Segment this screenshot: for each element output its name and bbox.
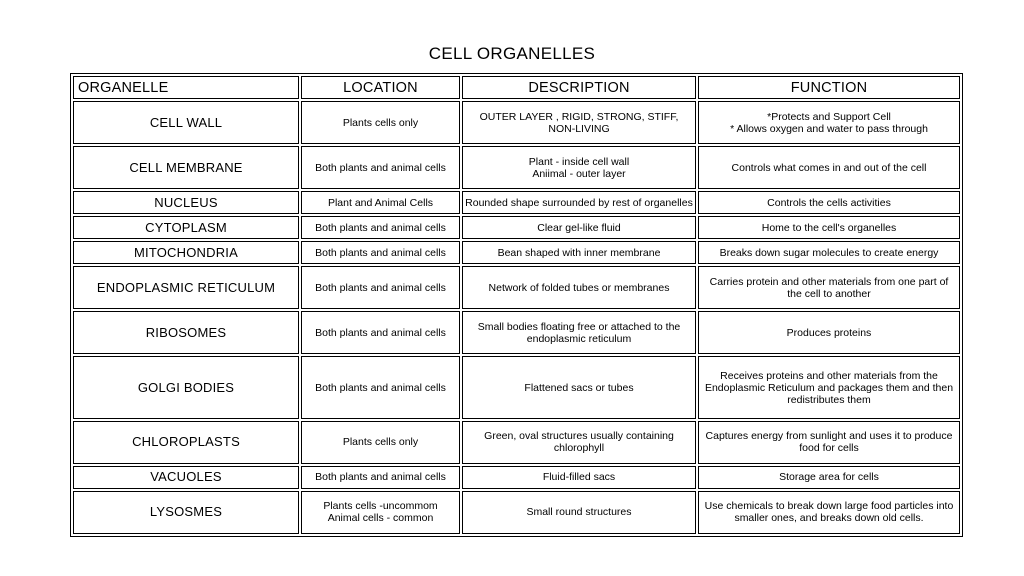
- header-function: FUNCTION: [698, 76, 960, 99]
- table-row: [73, 191, 960, 214]
- location-cell: Plants cells only: [301, 101, 460, 144]
- table-row: [73, 491, 960, 534]
- description-cell: Rounded shape surrounded by rest of organelles: [462, 191, 696, 214]
- table-row: [73, 421, 960, 464]
- organelle-cell: GOLGI BODIES: [73, 356, 299, 419]
- function-cell: Controls the cells activities: [698, 191, 960, 214]
- location-cell: Plants cells -uncommom Animal cells - common: [301, 491, 460, 534]
- table-row: [73, 466, 960, 489]
- header-row: [73, 76, 960, 99]
- organelle-cell: MITOCHONDRIA: [73, 241, 299, 264]
- function-cell: Captures energy from sunlight and uses it to produce food for cells: [698, 421, 960, 464]
- function-cell: Receives proteins and other materials from the Endoplasmic Reticulum and packages them and then redistributes them: [698, 356, 960, 419]
- location-cell: Both plants and animal cells: [301, 146, 460, 189]
- description-cell: Fluid-filled sacs: [462, 466, 696, 489]
- organelle-cell: CHLOROPLASTS: [73, 421, 299, 464]
- description-cell: Network of folded tubes or membranes: [462, 266, 696, 309]
- location-cell: Both plants and animal cells: [301, 216, 460, 239]
- header-location: LOCATION: [301, 76, 460, 99]
- function-cell: Carries protein and other materials from one part of the cell to another: [698, 266, 960, 309]
- organelle-cell: RIBOSOMES: [73, 311, 299, 354]
- location-cell: Both plants and animal cells: [301, 466, 460, 489]
- organelles-table: [71, 74, 962, 536]
- organelle-cell: LYSOSMES: [73, 491, 299, 534]
- description-cell: Small round structures: [462, 491, 696, 534]
- location-cell: Plant and Animal Cells: [301, 191, 460, 214]
- function-cell: Produces proteins: [698, 311, 960, 354]
- description-cell: Green, oval structures usually containing chlorophyll: [462, 421, 696, 464]
- page-title: CELL ORGANELLES: [428, 44, 596, 63]
- function-cell: Home to the cell's organelles: [698, 216, 960, 239]
- location-cell: Both plants and animal cells: [301, 356, 460, 419]
- function-cell: Use chemicals to break down large food particles into smaller ones, and breaks down old cells.: [698, 491, 960, 534]
- description-cell: OUTER LAYER , RIGID, STRONG, STIFF, NON-LIVING: [462, 101, 696, 144]
- organelle-cell: CYTOPLASM: [73, 216, 299, 239]
- table-row: [73, 216, 960, 239]
- function-cell: Breaks down sugar molecules to create energy: [698, 241, 960, 264]
- description-cell: Bean shaped with inner membrane: [462, 241, 696, 264]
- organelle-cell: NUCLEUS: [73, 191, 299, 214]
- table-row: [73, 356, 960, 419]
- description-cell: Small bodies floating free or attached to the endoplasmic reticulum: [462, 311, 696, 354]
- description-cell: Clear gel-like fluid: [462, 216, 696, 239]
- function-cell: *Protects and Support Cell * Allows oxygen and water to pass through: [698, 101, 960, 144]
- organelle-cell: CELL WALL: [73, 101, 299, 144]
- description-cell: Flattened sacs or tubes: [462, 356, 696, 419]
- table-row: [73, 101, 960, 144]
- table-row: [73, 241, 960, 264]
- location-cell: Both plants and animal cells: [301, 241, 460, 264]
- table-row: [73, 311, 960, 354]
- location-cell: Both plants and animal cells: [301, 311, 460, 354]
- function-cell: Controls what comes in and out of the cell: [698, 146, 960, 189]
- organelle-cell: VACUOLES: [73, 466, 299, 489]
- organelle-cell: CELL MEMBRANE: [73, 146, 299, 189]
- organelle-cell: ENDOPLASMIC RETICULUM: [73, 266, 299, 309]
- description-cell: Plant - inside cell wall Aniimal - outer layer: [462, 146, 696, 189]
- table-row: [73, 146, 960, 189]
- header-organelle: ORGANELLE: [73, 76, 299, 99]
- organelles-table-frame: [70, 73, 963, 537]
- location-cell: Both plants and animal cells: [301, 266, 460, 309]
- header-description: DESCRIPTION: [462, 76, 696, 99]
- location-cell: Plants cells only: [301, 421, 460, 464]
- function-cell: Storage area for cells: [698, 466, 960, 489]
- table-row: [73, 266, 960, 309]
